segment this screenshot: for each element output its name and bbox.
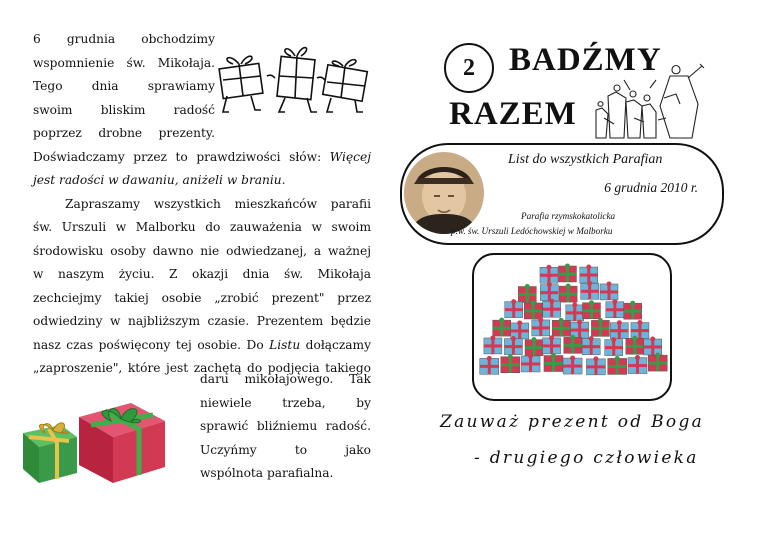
parish-name-line2: p.w. św. Urszuli Ledóchowskiej w Malborku [451,226,613,236]
gift-box [582,300,600,319]
text-line: swoim bliskim radość [33,102,215,117]
gift-box [610,320,628,339]
gift-box [501,354,520,373]
masthead-title-line2: RAZEM [449,96,577,132]
quote-text: Więcej [329,149,371,164]
gift-box [521,353,540,372]
text-line: „zaproszenie", które jest zachętą do podjęcia takiego [33,361,371,375]
gift-box [631,320,649,339]
gift-box [580,265,598,284]
gift-box [628,355,647,374]
gift-box [648,353,667,372]
text-line: poprzez drobne prezenty. [33,126,215,140]
gift-box [606,299,624,318]
gift-box [586,356,605,375]
gift-box [558,263,576,282]
text-line: nasz czas poświęcony tej osobie. Do Listu dołączamy [33,337,371,352]
text-line: środowisku osoby dawno nie odwiedzanej, a ważnej [33,243,371,258]
gift-box [525,337,543,356]
gift-box [608,356,627,375]
text-line: zechciejmy takiej osobie „zrobić prezent" przez [33,290,371,305]
gift-box [566,302,584,321]
slogan-line1: Zauważ prezent od Boga [440,412,705,432]
gift-box [518,284,536,303]
gift-box [505,299,523,318]
text-line: Tego dnia sprawiamy [33,79,215,93]
saints-illustration [594,58,718,140]
gift-box [543,299,561,318]
gift-box [600,281,618,300]
gift-box [532,317,550,336]
text-line: Uczyńmy to jako [200,442,371,457]
text-line: wspólnota parafialna. [200,466,334,480]
gift-box [563,356,582,375]
gift-pile-illustration [474,255,670,399]
gift-box [626,336,644,355]
gift-box [559,284,577,302]
gift-box [504,336,522,355]
gift-box [644,336,662,355]
text-line: Zapraszamy wszystkich mieszkańców parafii [65,196,371,211]
quote-text: jest radości w dawaniu, aniżeli w braniu. [33,173,286,187]
gift-box [540,282,558,301]
slogan-line2: - drugiego człowieka [474,448,699,468]
gift-box [524,300,542,319]
text-line: św. Urszuli w Malborku do zauważenia w swoim [33,220,371,234]
text-line: 6 grudnia obchodzimy [33,32,215,46]
text-line: Doświadczamy przez to prawdziwości słów: Więcej [33,149,371,164]
text-line: w naszym życiu. Z okazji dnia św. Mikołaja [33,267,371,281]
gift-box [581,281,599,300]
gift-box [564,335,582,354]
gift-box [605,337,623,356]
gift-box [493,318,511,337]
gifts-illustration [15,385,180,485]
gift-box [543,335,561,354]
gift-box [544,353,563,372]
text-line: niewiele trzeba, by [200,395,371,410]
text-line: odwiedziny w najbliższym czasie. Prezentem będzie [33,314,371,328]
issue-number: 2 [463,54,475,81]
issue-number-badge [444,43,494,93]
gift-box [484,335,502,354]
gift-box [582,336,600,355]
gift-box [540,265,558,284]
masthead-title-line1: BADŹMY [509,42,662,78]
saint-portrait [404,152,484,234]
gift-box [480,356,499,375]
parish-name-line1: Parafia rzymskokatolicka [521,211,616,221]
gift-pile-frame [472,253,672,401]
text-line: daru mikołajowego. Tak [200,372,371,386]
gift-box [552,318,570,337]
text-line: wspomnienie św. Mikołaja. [33,55,215,70]
text-line: sprawić bliźniemu radość. [200,419,371,433]
letter-title: List do wszystkich Parafian [508,152,663,167]
wrapped-text [200,368,371,486]
gift-box [624,301,642,319]
dancing-gifts-illustration [213,36,381,118]
letter-date: 6 grudnia 2010 r. [604,180,698,195]
gift-box [591,318,609,337]
